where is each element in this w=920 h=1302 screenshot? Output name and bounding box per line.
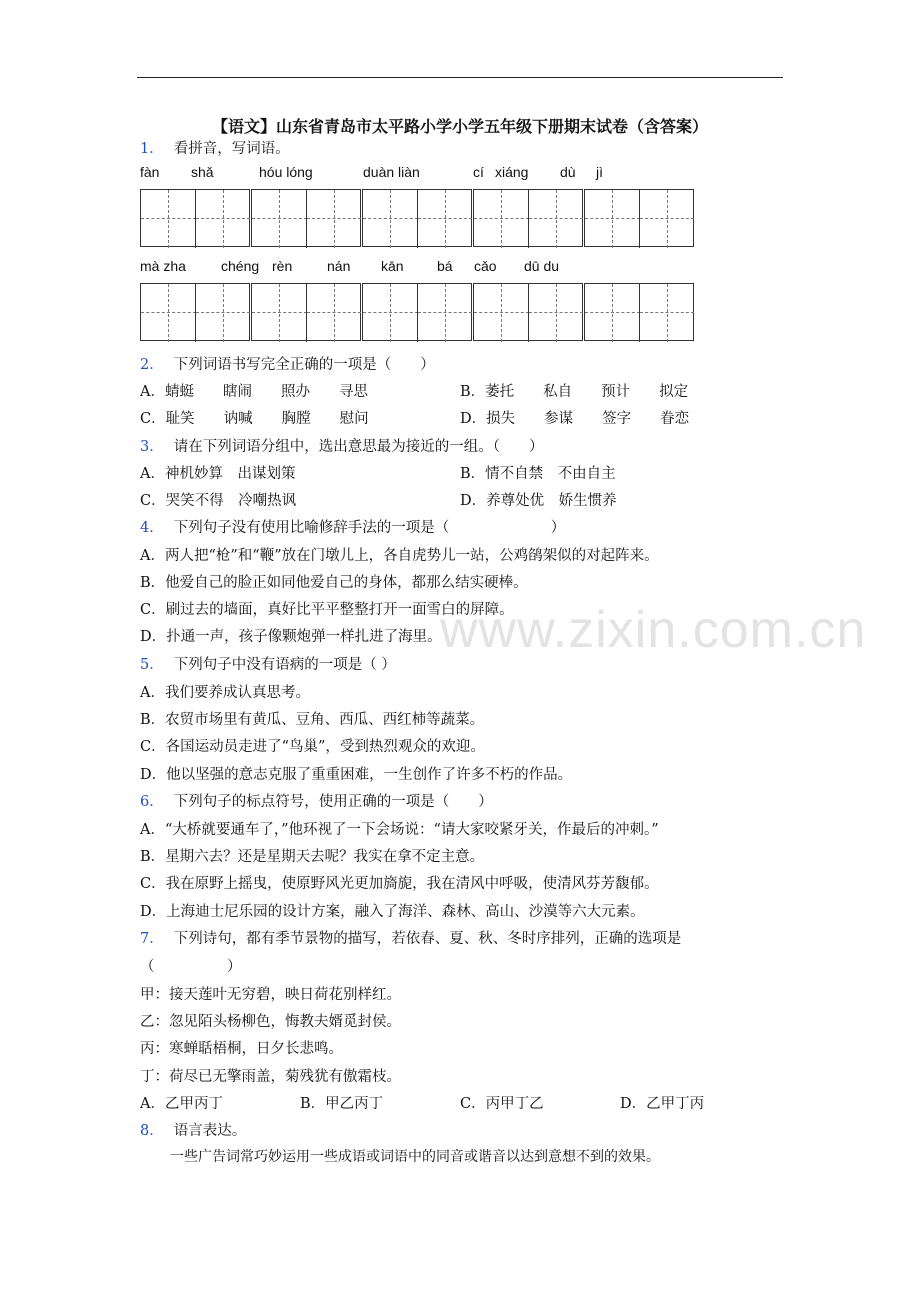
option-d[interactable]: D．损失 参谋 签字 眷恋 xyxy=(460,411,690,427)
option-b[interactable]: B．情不自禁 不由自主 xyxy=(460,466,616,482)
pinyin: nán xyxy=(327,258,351,274)
question-text: 下列诗句，都有季节景物的描写，若依春、夏、秋、冬时序排列，正确的选项是 xyxy=(173,931,682,947)
header-rule xyxy=(137,77,783,78)
question-number: 3． xyxy=(140,439,164,455)
pinyin: hóu lóng xyxy=(259,164,313,180)
question-4 xyxy=(140,516,565,537)
question-text: 下列句子没有使用比喻修辞手法的一项是（ ） xyxy=(173,520,566,536)
option-b[interactable]: B．星期六去？还是星期天去呢？我实在拿不定主意。 xyxy=(140,849,485,865)
question-text: 下列句子的标点符号，使用正确的一项是（ ） xyxy=(173,794,493,810)
pinyin: cǎo xyxy=(474,258,497,274)
question-3 xyxy=(140,435,543,456)
watermark: www.zixin.com.cn xyxy=(440,601,867,659)
writing-grid xyxy=(140,189,695,249)
question-number: 1． xyxy=(140,141,164,157)
poem-line-yi: 乙：忽见陌头杨柳色，悔教夫婿觅封侯。 xyxy=(140,1014,401,1030)
word-box[interactable] xyxy=(251,189,361,247)
question-number: 6． xyxy=(140,794,164,810)
question-1 xyxy=(140,137,290,158)
question-8 xyxy=(140,1119,246,1140)
option-c[interactable]: C．丙甲丁乙 xyxy=(460,1096,544,1112)
pinyin: bá xyxy=(437,258,453,274)
option-b[interactable]: B．他爱自己的脸正如同他爱自己的身体，都那么结实硬棒。 xyxy=(140,575,528,591)
option-b[interactable]: B．农贸市场里有黄瓜、豆角、西瓜、西红柿等蔬菜。 xyxy=(140,712,485,728)
pinyin: dū du xyxy=(524,258,560,274)
question-text: 看拼音，写词语。 xyxy=(173,141,290,157)
word-box[interactable] xyxy=(473,283,583,341)
poem-line-jia: 甲：接天莲叶无穷碧，映日荷花别样红。 xyxy=(140,987,401,1003)
word-box[interactable] xyxy=(362,283,472,341)
writing-grid xyxy=(140,283,695,343)
question-6 xyxy=(140,790,493,811)
pinyin: shǎ xyxy=(191,164,214,180)
word-box[interactable] xyxy=(140,283,250,341)
question-text: 请在下列词语分组中，选出意思最为接近的一组。（ ） xyxy=(173,439,544,455)
pinyin: dù xyxy=(560,164,576,180)
question-text: 下列句子中没有语病的一项是（ ） xyxy=(173,657,396,673)
option-a[interactable]: A．“大桥就要通车了，”他环视了一下会场说：“请大家咬紧牙关，作最后的冲刺。” xyxy=(140,822,659,838)
pinyin: fàn xyxy=(140,164,160,180)
option-d[interactable]: D．乙甲丁丙 xyxy=(620,1096,705,1112)
pinyin: jì xyxy=(596,164,603,180)
pinyin: cí xyxy=(473,164,484,180)
pinyin: rèn xyxy=(272,258,293,274)
option-a[interactable]: A．两人把“枪”和“鞭”放在门墩儿上，各自虎势儿一站，公鸡鹐架似的对起阵来。 xyxy=(140,548,659,564)
pinyin: chéng xyxy=(221,258,260,274)
option-b[interactable]: B．萎托 私自 预计 拟定 xyxy=(460,384,689,400)
question-text: 语言表达。 xyxy=(173,1123,247,1139)
word-box[interactable] xyxy=(473,189,583,247)
option-a[interactable]: A．蜻蜓 瞎闹 照办 寻思 xyxy=(140,384,368,400)
option-d[interactable]: D．他以坚强的意志克服了重重困难，一生创作了许多不朽的作品。 xyxy=(140,767,573,783)
option-a[interactable]: A．神机妙算 出谋划策 xyxy=(140,466,296,482)
poem-line-bing: 丙：寒蝉聒梧桐，日夕长悲鸣。 xyxy=(140,1041,343,1057)
option-b[interactable]: B．甲乙丙丁 xyxy=(300,1096,384,1112)
pinyin: kān xyxy=(381,258,404,274)
question-number: 7． xyxy=(140,931,164,947)
word-box[interactable] xyxy=(362,189,472,247)
option-d[interactable]: D．上海迪士尼乐园的设计方案，融入了海洋、森林、高山、沙漠等六大元素。 xyxy=(140,904,645,920)
question-number: 4． xyxy=(140,520,164,536)
option-c[interactable]: C．刷过去的墙面，真好比平平整整打开一面雪白的屏障。 xyxy=(140,602,514,618)
question-number: 8． xyxy=(140,1123,164,1139)
question-number: 5． xyxy=(140,657,164,673)
question-5 xyxy=(140,653,396,674)
option-c[interactable]: C．各国运动员走进了“鸟巢”，受到热烈观众的欢迎。 xyxy=(140,739,485,755)
question-7 xyxy=(140,927,681,948)
option-a[interactable]: A．我们要养成认真思考。 xyxy=(140,685,310,701)
option-c[interactable]: C．哭笑不得 冷嘲热讽 xyxy=(140,493,297,509)
question-number: 2． xyxy=(140,357,164,373)
poem-line-ding: 丁：荷尽已无擎雨盖，菊残犹有傲霜枝。 xyxy=(140,1069,401,1085)
page-title: 【语文】山东省青岛市太平路小学小学五年级下册期末试卷（含答案） xyxy=(211,117,708,136)
question-2 xyxy=(140,353,435,374)
option-d[interactable]: D．扑通一声，孩子像颗炮弹一样扎进了海里。 xyxy=(140,629,442,645)
word-box[interactable] xyxy=(140,189,250,247)
word-box[interactable] xyxy=(251,283,361,341)
option-c[interactable]: C．我在原野上摇曳，使原野风光更加旖旎，我在清风中呼吸，使清风芬芳馥郁。 xyxy=(140,876,659,892)
pinyin: xiáng xyxy=(495,164,529,180)
question-text: 下列词语书写完全正确的一项是（ ） xyxy=(173,357,435,373)
answer-blank: （ ） xyxy=(140,959,242,975)
option-d[interactable]: D．养尊处优 娇生惯养 xyxy=(460,493,617,509)
option-c[interactable]: C．耻笑 讷喊 胸膛 慰问 xyxy=(140,411,369,427)
pinyin: mà zha xyxy=(140,258,186,274)
question-8-intro: 一些广告词常巧妙运用一些成语或词语中的同音或谐音以达到意想不到的效果。 xyxy=(170,1149,660,1165)
word-box[interactable] xyxy=(584,283,694,341)
option-a[interactable]: A．乙甲丙丁 xyxy=(140,1096,223,1112)
word-box[interactable] xyxy=(584,189,694,247)
pinyin: duàn liàn xyxy=(363,164,420,180)
